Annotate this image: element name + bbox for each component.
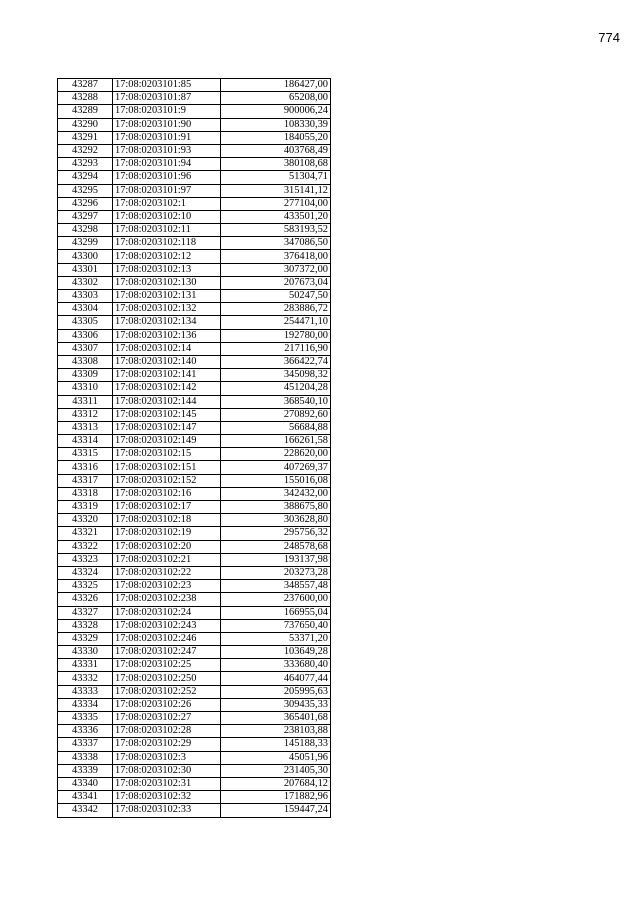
row-number-cell: 43318 — [58, 487, 113, 500]
cadastral-value-cell: 108330,39 — [221, 118, 331, 131]
row-number-cell: 43326 — [58, 593, 113, 606]
cadastral-number-cell: 17:08:0203102:23 — [113, 580, 221, 593]
row-number-cell: 43298 — [58, 224, 113, 237]
row-number-cell: 43302 — [58, 276, 113, 289]
row-number-cell: 43314 — [58, 435, 113, 448]
table-row — [58, 514, 331, 527]
cadastral-number-cell: 17:08:0203102:151 — [113, 461, 221, 474]
cadastral-number-cell: 17:08:0203102:247 — [113, 646, 221, 659]
cadastral-number-cell: 17:08:0203102:28 — [113, 725, 221, 738]
row-number-cell: 43312 — [58, 408, 113, 421]
table-row — [58, 79, 331, 92]
cadastral-value-cell: 207673,04 — [221, 276, 331, 289]
table-row — [58, 435, 331, 448]
table-row — [58, 566, 331, 579]
row-number-cell: 43330 — [58, 646, 113, 659]
cadastral-value-cell: 205995,63 — [221, 685, 331, 698]
table-row — [58, 474, 331, 487]
table-row — [58, 105, 331, 118]
table-row — [58, 237, 331, 250]
cadastral-value-cell: 737650,40 — [221, 619, 331, 632]
cadastral-value-cell: 348557,48 — [221, 580, 331, 593]
row-number-cell: 43342 — [58, 804, 113, 817]
cadastral-number-cell: 17:08:0203102:20 — [113, 540, 221, 553]
cadastral-number-cell: 17:08:0203102:18 — [113, 514, 221, 527]
cadastral-value-cell: 207684,12 — [221, 777, 331, 790]
row-number-cell: 43313 — [58, 421, 113, 434]
table-row — [58, 316, 331, 329]
page-number: 774 — [598, 30, 620, 45]
cadastral-number-cell: 17:08:0203102:3 — [113, 751, 221, 764]
cadastral-value-cell: 103649,28 — [221, 646, 331, 659]
table-row — [58, 171, 331, 184]
cadastral-number-cell: 17:08:0203102:10 — [113, 210, 221, 223]
row-number-cell: 43311 — [58, 395, 113, 408]
cadastral-number-cell: 17:08:0203102:24 — [113, 606, 221, 619]
table-row — [58, 646, 331, 659]
cadastral-number-cell: 17:08:0203102:250 — [113, 672, 221, 685]
table-row — [58, 197, 331, 210]
cadastral-number-cell: 17:08:0203102:147 — [113, 421, 221, 434]
table-row — [58, 144, 331, 157]
cadastral-value-cell: 45051,96 — [221, 751, 331, 764]
table-row — [58, 725, 331, 738]
table-row — [58, 369, 331, 382]
table-row — [58, 791, 331, 804]
table-row — [58, 751, 331, 764]
table-row — [58, 421, 331, 434]
cadastral-value-cell: 583193,52 — [221, 224, 331, 237]
cadastral-value-cell: 217116,90 — [221, 342, 331, 355]
cadastral-value-cell: 366422,74 — [221, 355, 331, 368]
row-number-cell: 43294 — [58, 171, 113, 184]
row-number-cell: 43305 — [58, 316, 113, 329]
row-number-cell: 43337 — [58, 738, 113, 751]
cadastral-number-cell: 17:08:0203102:33 — [113, 804, 221, 817]
table-row — [58, 382, 331, 395]
row-number-cell: 43320 — [58, 514, 113, 527]
cadastral-number-cell: 17:08:0203102:17 — [113, 501, 221, 514]
table-row — [58, 698, 331, 711]
cadastral-value-cell: 315141,12 — [221, 184, 331, 197]
cadastral-number-cell: 17:08:0203101:94 — [113, 158, 221, 171]
cadastral-number-cell: 17:08:0203102:26 — [113, 698, 221, 711]
table-row — [58, 777, 331, 790]
row-number-cell: 43331 — [58, 659, 113, 672]
row-number-cell: 43324 — [58, 566, 113, 579]
cadastral-number-cell: 17:08:0203102:142 — [113, 382, 221, 395]
cadastral-value-cell: 248578,68 — [221, 540, 331, 553]
row-number-cell: 43325 — [58, 580, 113, 593]
table-row — [58, 408, 331, 421]
cadastral-value-cell: 50247,50 — [221, 290, 331, 303]
table-row — [58, 184, 331, 197]
cadastral-value-cell: 307372,00 — [221, 263, 331, 276]
row-number-cell: 43323 — [58, 553, 113, 566]
cadastral-number-cell: 17:08:0203102:14 — [113, 342, 221, 355]
cadastral-value-cell: 193137,98 — [221, 553, 331, 566]
cadastral-number-cell: 17:08:0203101:90 — [113, 118, 221, 131]
cadastral-number-cell: 17:08:0203102:131 — [113, 290, 221, 303]
cadastral-number-cell: 17:08:0203102:243 — [113, 619, 221, 632]
row-number-cell: 43293 — [58, 158, 113, 171]
cadastral-value-cell: 295756,32 — [221, 527, 331, 540]
cadastral-value-cell: 192780,00 — [221, 329, 331, 342]
row-number-cell: 43292 — [58, 144, 113, 157]
cadastral-number-cell: 17:08:0203102:13 — [113, 263, 221, 276]
row-number-cell: 43319 — [58, 501, 113, 514]
cadastral-value-cell: 203273,28 — [221, 566, 331, 579]
cadastral-value-cell: 380108,68 — [221, 158, 331, 171]
row-number-cell: 43310 — [58, 382, 113, 395]
table-row — [58, 250, 331, 263]
row-number-cell: 43322 — [58, 540, 113, 553]
row-number-cell: 43295 — [58, 184, 113, 197]
table-row — [58, 619, 331, 632]
cadastral-number-cell: 17:08:0203102:144 — [113, 395, 221, 408]
table-row — [58, 527, 331, 540]
cadastral-value-cell: 237600,00 — [221, 593, 331, 606]
row-number-cell: 43317 — [58, 474, 113, 487]
table-row — [58, 355, 331, 368]
row-number-cell: 43297 — [58, 210, 113, 223]
table-row — [58, 448, 331, 461]
cadastral-value-cell: 186427,00 — [221, 79, 331, 92]
row-number-cell: 43299 — [58, 237, 113, 250]
cadastral-number-cell: 17:08:0203102:11 — [113, 224, 221, 237]
cadastral-value-table — [57, 78, 331, 818]
cadastral-number-cell: 17:08:0203102:31 — [113, 777, 221, 790]
row-number-cell: 43301 — [58, 263, 113, 276]
cadastral-value-cell: 433501,20 — [221, 210, 331, 223]
cadastral-number-cell: 17:08:0203102:19 — [113, 527, 221, 540]
row-number-cell: 43340 — [58, 777, 113, 790]
cadastral-value-cell: 451204,28 — [221, 382, 331, 395]
table-row — [58, 131, 331, 144]
row-number-cell: 43303 — [58, 290, 113, 303]
row-number-cell: 43335 — [58, 712, 113, 725]
cadastral-number-cell: 17:08:0203101:91 — [113, 131, 221, 144]
table-row — [58, 659, 331, 672]
cadastral-number-cell: 17:08:0203102:32 — [113, 791, 221, 804]
row-number-cell: 43321 — [58, 527, 113, 540]
cadastral-number-cell: 17:08:0203102:130 — [113, 276, 221, 289]
cadastral-number-cell: 17:08:0203102:152 — [113, 474, 221, 487]
cadastral-number-cell: 17:08:0203102:136 — [113, 329, 221, 342]
cadastral-number-cell: 17:08:0203102:1 — [113, 197, 221, 210]
row-number-cell: 43328 — [58, 619, 113, 632]
cadastral-number-cell: 17:08:0203102:15 — [113, 448, 221, 461]
table-row — [58, 553, 331, 566]
table-row — [58, 764, 331, 777]
cadastral-value-cell: 270892,60 — [221, 408, 331, 421]
cadastral-value-cell: 56684,88 — [221, 421, 331, 434]
table-row — [58, 540, 331, 553]
table-row — [58, 276, 331, 289]
row-number-cell: 43290 — [58, 118, 113, 131]
cadastral-value-cell: 166955,04 — [221, 606, 331, 619]
table-row — [58, 342, 331, 355]
cadastral-value-cell: 333680,40 — [221, 659, 331, 672]
cadastral-number-cell: 17:08:0203102:16 — [113, 487, 221, 500]
cadastral-number-cell: 17:08:0203102:25 — [113, 659, 221, 672]
cadastral-number-cell: 17:08:0203102:21 — [113, 553, 221, 566]
table-row — [58, 118, 331, 131]
row-number-cell: 43309 — [58, 369, 113, 382]
cadastral-number-cell: 17:08:0203101:97 — [113, 184, 221, 197]
cadastral-number-cell: 17:08:0203102:30 — [113, 764, 221, 777]
cadastral-value-cell: 254471,10 — [221, 316, 331, 329]
cadastral-value-cell: 365401,68 — [221, 712, 331, 725]
table-row — [58, 210, 331, 223]
cadastral-value-cell: 309435,33 — [221, 698, 331, 711]
table-row — [58, 501, 331, 514]
row-number-cell: 43307 — [58, 342, 113, 355]
row-number-cell: 43308 — [58, 355, 113, 368]
cadastral-number-cell: 17:08:0203101:96 — [113, 171, 221, 184]
table-body — [58, 79, 331, 818]
cadastral-value-cell: 900006,24 — [221, 105, 331, 118]
cadastral-value-cell: 238103,88 — [221, 725, 331, 738]
cadastral-number-cell: 17:08:0203101:87 — [113, 92, 221, 105]
row-number-cell: 43300 — [58, 250, 113, 263]
cadastral-value-cell: 231405,30 — [221, 764, 331, 777]
table-row — [58, 804, 331, 817]
cadastral-number-cell: 17:08:0203102:118 — [113, 237, 221, 250]
row-number-cell: 43289 — [58, 105, 113, 118]
cadastral-number-cell: 17:08:0203102:238 — [113, 593, 221, 606]
table-row — [58, 303, 331, 316]
table-row — [58, 395, 331, 408]
table-row — [58, 263, 331, 276]
cadastral-number-cell: 17:08:0203102:252 — [113, 685, 221, 698]
cadastral-value-cell: 342432,00 — [221, 487, 331, 500]
cadastral-value-cell: 303628,80 — [221, 514, 331, 527]
cadastral-number-cell: 17:08:0203102:149 — [113, 435, 221, 448]
table-row — [58, 672, 331, 685]
row-number-cell: 43332 — [58, 672, 113, 685]
table-row — [58, 712, 331, 725]
cadastral-value-cell: 155016,08 — [221, 474, 331, 487]
cadastral-number-cell: 17:08:0203102:12 — [113, 250, 221, 263]
row-number-cell: 43334 — [58, 698, 113, 711]
cadastral-value-cell: 368540,10 — [221, 395, 331, 408]
row-number-cell: 43327 — [58, 606, 113, 619]
cadastral-number-cell: 17:08:0203102:29 — [113, 738, 221, 751]
cadastral-number-cell: 17:08:0203101:9 — [113, 105, 221, 118]
cadastral-value-cell: 145188,33 — [221, 738, 331, 751]
table-row — [58, 290, 331, 303]
cadastral-value-cell: 171882,96 — [221, 791, 331, 804]
row-number-cell: 43341 — [58, 791, 113, 804]
row-number-cell: 43306 — [58, 329, 113, 342]
cadastral-value-cell: 166261,58 — [221, 435, 331, 448]
row-number-cell: 43304 — [58, 303, 113, 316]
cadastral-value-cell: 345098,32 — [221, 369, 331, 382]
cadastral-value-cell: 159447,24 — [221, 804, 331, 817]
table-row — [58, 487, 331, 500]
cadastral-number-cell: 17:08:0203102:22 — [113, 566, 221, 579]
cadastral-value-cell: 403768,49 — [221, 144, 331, 157]
cadastral-number-cell: 17:08:0203102:141 — [113, 369, 221, 382]
cadastral-value-cell: 277104,00 — [221, 197, 331, 210]
row-number-cell: 43329 — [58, 632, 113, 645]
cadastral-value-cell: 184055,20 — [221, 131, 331, 144]
row-number-cell: 43316 — [58, 461, 113, 474]
row-number-cell: 43288 — [58, 92, 113, 105]
cadastral-number-cell: 17:08:0203102:132 — [113, 303, 221, 316]
cadastral-number-cell: 17:08:0203102:27 — [113, 712, 221, 725]
cadastral-value-cell: 283886,72 — [221, 303, 331, 316]
cadastral-value-cell: 347086,50 — [221, 237, 331, 250]
table-row — [58, 329, 331, 342]
table-row — [58, 158, 331, 171]
row-number-cell: 43336 — [58, 725, 113, 738]
cadastral-number-cell: 17:08:0203102:134 — [113, 316, 221, 329]
table-row — [58, 580, 331, 593]
cadastral-number-cell: 17:08:0203102:140 — [113, 355, 221, 368]
cadastral-number-cell: 17:08:0203101:85 — [113, 79, 221, 92]
cadastral-number-cell: 17:08:0203102:246 — [113, 632, 221, 645]
cadastral-value-cell: 65208,00 — [221, 92, 331, 105]
cadastral-value-cell: 407269,37 — [221, 461, 331, 474]
row-number-cell: 43338 — [58, 751, 113, 764]
row-number-cell: 43315 — [58, 448, 113, 461]
cadastral-value-cell: 228620,00 — [221, 448, 331, 461]
row-number-cell: 43296 — [58, 197, 113, 210]
table-row — [58, 92, 331, 105]
cadastral-number-cell: 17:08:0203102:145 — [113, 408, 221, 421]
table-row — [58, 461, 331, 474]
cadastral-value-cell: 388675,80 — [221, 501, 331, 514]
row-number-cell: 43339 — [58, 764, 113, 777]
cadastral-value-cell: 376418,00 — [221, 250, 331, 263]
table-row — [58, 738, 331, 751]
table-row — [58, 606, 331, 619]
cadastral-value-cell: 53371,20 — [221, 632, 331, 645]
row-number-cell: 43333 — [58, 685, 113, 698]
row-number-cell: 43287 — [58, 79, 113, 92]
table-row — [58, 593, 331, 606]
table-row — [58, 632, 331, 645]
cadastral-number-cell: 17:08:0203101:93 — [113, 144, 221, 157]
table-row — [58, 685, 331, 698]
cadastral-value-cell: 51304,71 — [221, 171, 331, 184]
row-number-cell: 43291 — [58, 131, 113, 144]
table-row — [58, 224, 331, 237]
cadastral-value-cell: 464077,44 — [221, 672, 331, 685]
